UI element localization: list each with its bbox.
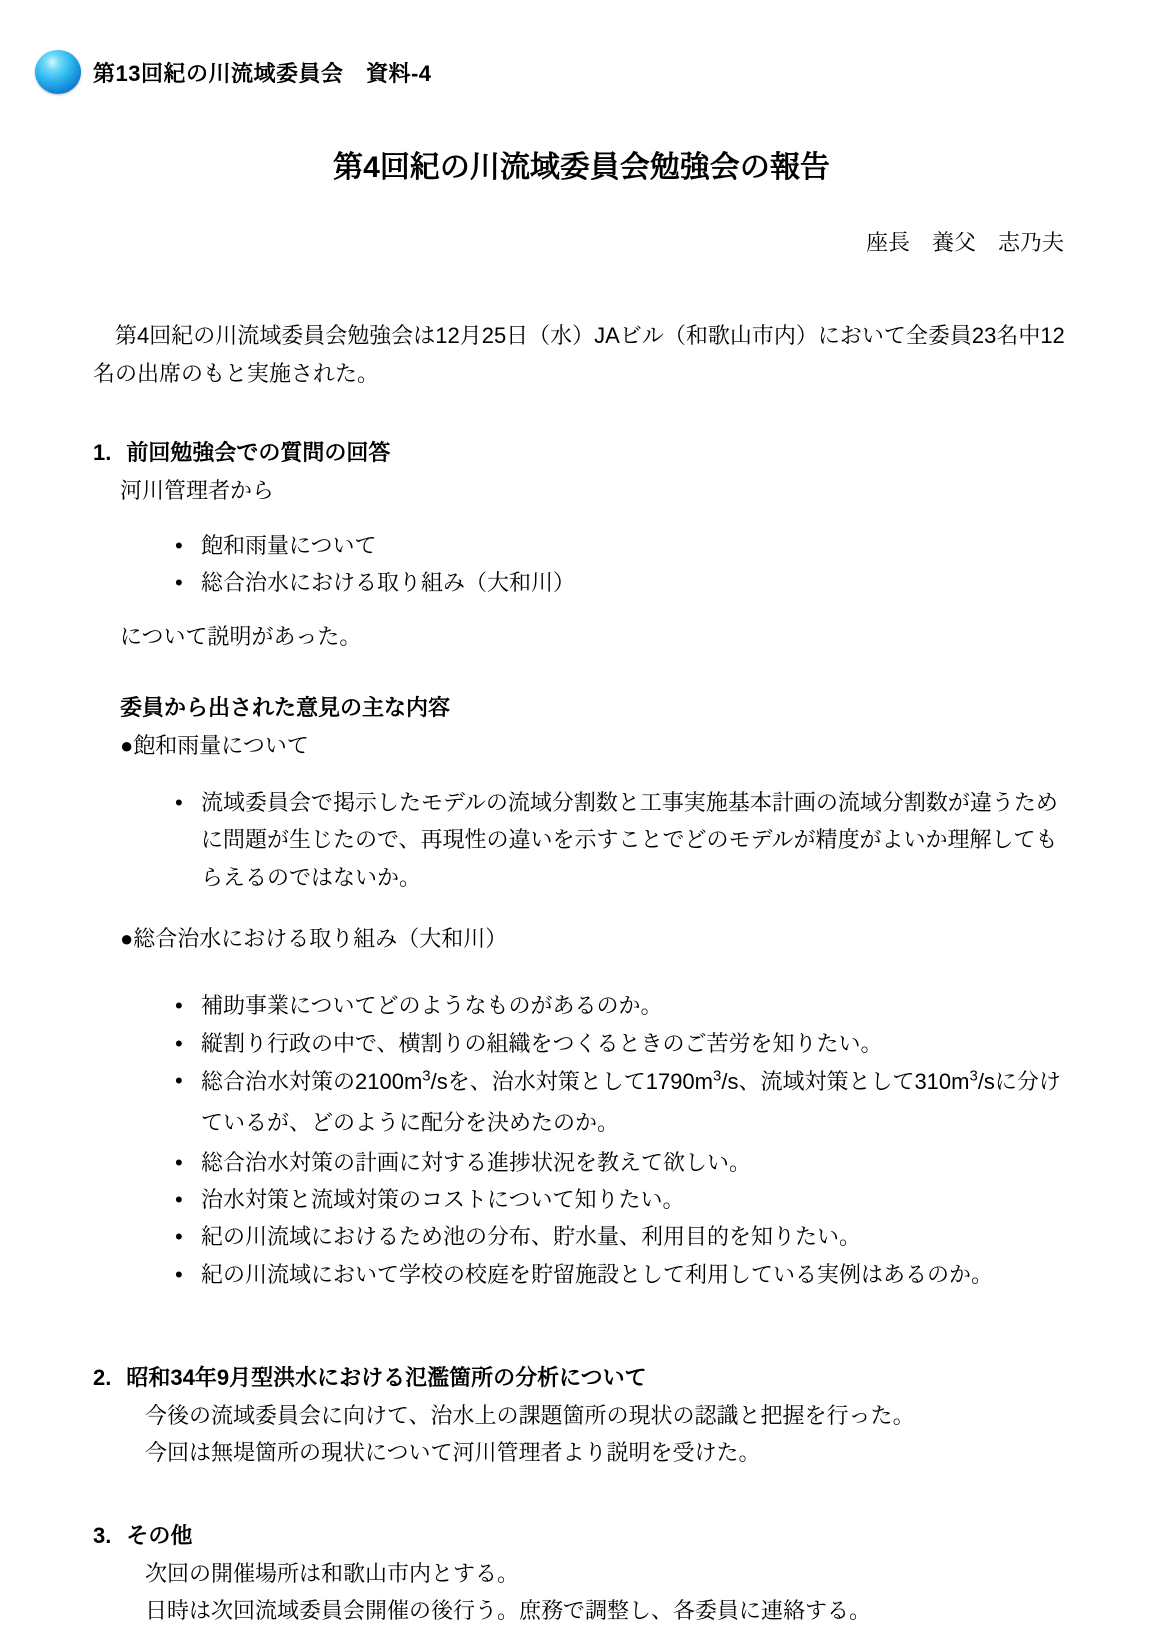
bullet-dot-icon: •	[175, 789, 183, 815]
blue-sphere-icon	[35, 50, 81, 94]
superscript-3: 3	[422, 1067, 431, 1085]
list-item-text: 流域委員会で掲示したモデルの流域分割数と工事実施基本計画の流域分割数が違うために問題が生じたので、再現性の違いを示すことでどのモデルが精度がよいか理解してもらえるのではないか。	[201, 789, 1058, 890]
opinions-heading: 委員から出された意見の主な内容	[120, 695, 451, 721]
section-3-number: 3.	[93, 1523, 112, 1549]
bullet-dot-icon: •	[175, 1224, 183, 1250]
bullet-dot-icon: •	[175, 1187, 183, 1213]
flow-text-segment: 総合治水対策の2100m	[201, 1069, 423, 1095]
page-title: 第4回紀の川流域委員会勉強会の報告	[333, 151, 830, 184]
bullet-dot-icon: •	[175, 1261, 183, 1287]
bullet-dot-icon: •	[175, 993, 183, 1019]
list-item-text: 紀の川流域におけるため池の分布、貯水量、利用目的を知りたい。	[201, 1224, 862, 1250]
section-1	[93, 434, 1070, 1293]
superscript-3: 3	[969, 1067, 978, 1085]
chair-line: 座長 養父 志乃夫	[865, 230, 1064, 255]
list-item-flow-values	[175, 1062, 1070, 1143]
body-line: 次回の開催場所は和歌山市内とする。	[145, 1560, 520, 1586]
section-3	[93, 1517, 1070, 1629]
flow-text-segment: /sを、治水対策として1790m	[430, 1069, 713, 1095]
list-item	[175, 564, 1070, 601]
section-1-after-note: について説明があった。	[120, 623, 362, 649]
bullet-dot-icon: •	[175, 532, 183, 558]
topic-1-bullet-list	[93, 784, 1070, 896]
superscript-3: 3	[713, 1067, 722, 1085]
list-item-text: 治水対策と流域対策のコストについて知りたい。	[201, 1187, 685, 1213]
list-item-text: 飽和雨量について	[201, 532, 377, 558]
bullet-dot-icon: •	[175, 1030, 183, 1056]
list-item	[175, 1181, 1070, 1218]
list-item-text: 補助事業についてどのようなものがあるのか。	[201, 993, 663, 1019]
document-label: 第13回紀の川流域委員会 資料-4	[93, 60, 432, 86]
list-item-text: 総合治水における取り組み（大和川）	[201, 570, 576, 596]
section-2-heading	[93, 1359, 1070, 1396]
topic-2-bullet-list	[93, 987, 1070, 1293]
body-line: 今回は無堤箇所の現状について河川管理者より説明を受けた。	[145, 1439, 761, 1465]
list-item-text: 縦割り行政の中で、横割りの組織をつくるときのご苦労を知りたい。	[201, 1030, 883, 1056]
list-item	[175, 1218, 1070, 1255]
flow-text-segment: /sに分けているが、どのように配分を決めたのか。	[201, 1069, 1061, 1135]
topic-1-label: ●飽和雨量について	[120, 732, 309, 758]
section-1-bullet-list	[93, 527, 1070, 602]
flow-text-segment: /s、流域対策として310m	[721, 1069, 970, 1095]
list-item	[175, 1144, 1070, 1181]
list-item	[175, 987, 1070, 1024]
body-line: 日時は次回流域委員会開催の後行う。庶務で調整し、各委員に連絡する。	[145, 1598, 872, 1624]
section-3-body	[145, 1555, 1070, 1630]
section-1-lead: 河川管理者から	[120, 477, 275, 503]
bullet-dot-icon: •	[175, 1068, 183, 1094]
topic-2-label: ●総合治水における取り組み（大和川）	[120, 926, 508, 952]
section-2-title: 昭和34年9月型洪水における氾濫箇所の分析について	[126, 1365, 647, 1391]
list-item-text: 総合治水対策の計画に対する進捗状況を教えて欲しい。	[201, 1149, 752, 1175]
section-1-heading	[93, 434, 1070, 471]
body-line: 今後の流域委員会に向けて、治水上の課題箇所の現状の認識と把握を行った。	[145, 1402, 915, 1428]
section-3-heading	[93, 1517, 1070, 1554]
section-3-title: その他	[126, 1523, 193, 1549]
bullet-dot-icon: •	[175, 570, 183, 596]
list-item	[175, 1256, 1070, 1293]
list-item-text: 紀の川流域において学校の校庭を貯留施設として利用している実例はあるのか。	[201, 1261, 994, 1287]
intro-paragraph: 第4回紀の川流域委員会勉強会は12月25日（水）JAビル（和歌山市内）において全委員23名中12名の出席のもと実施された。	[93, 323, 1065, 386]
list-item	[175, 1025, 1070, 1062]
list-item	[175, 527, 1070, 564]
list-item	[175, 784, 1070, 896]
document-header	[35, 48, 1070, 96]
section-2-number: 2.	[93, 1365, 112, 1391]
section-1-title: 前回勉強会での質問の回答	[126, 440, 391, 466]
bullet-dot-icon: •	[175, 1149, 183, 1175]
section-2-body	[145, 1397, 1070, 1472]
section-2	[93, 1359, 1070, 1471]
list-item-text	[201, 1062, 1070, 1143]
section-1-number: 1.	[93, 440, 112, 466]
